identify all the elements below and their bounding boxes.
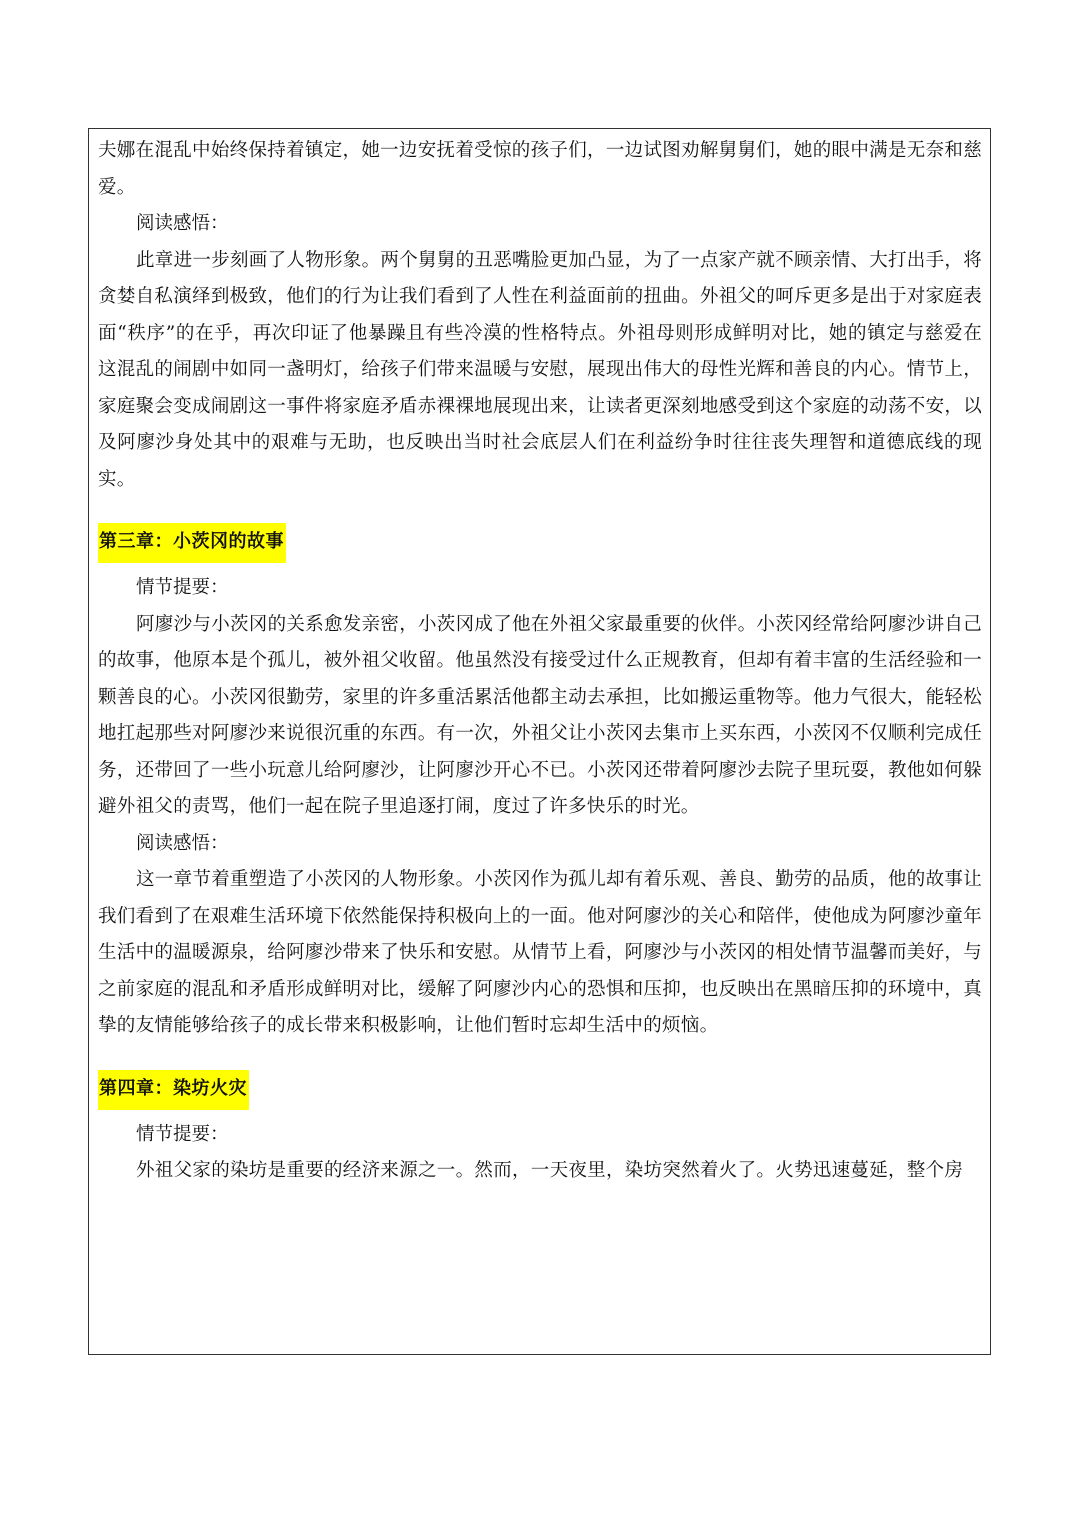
chapter-4-heading [98, 1045, 982, 1117]
content-frame [88, 128, 991, 1355]
ch3-reflection-paragraph: 这一章节着重塑造了小茨冈的人物形象。小茨冈作为孤儿却有着乐观、善良、勤劳的品质，他的故事让我们看到了在艰难生活环境下依然能保持积极向上的一面。他对阿廖沙的关心和陪伴，使他成为阿廖沙童年生活中的温暖源泉，给阿廖沙带来了快乐和安慰。从情节上看，阿廖沙与小茨冈的相处情节温馨而美好，与之前家庭的混乱和矛盾形成鲜明对比，缓解了阿廖沙内心的恐惧和压抑，也反映出在黑暗压抑的环境中，真挚的友情能够给孩子的成长带来积极影响，让他们暂时忘却生活中的烦恼。 [98, 869, 983, 1036]
ch2-reflection-label: 阅读感悟： [136, 213, 229, 234]
ch4-plot-paragraph: 外祖父家的染坊是重要的经济来源之一。然而，一天夜里，染坊突然着火了。火势迅速蔓延，整个房 [136, 1160, 964, 1181]
ch3-plot-label: 情节提要： [136, 577, 229, 598]
chapter-3-title: 第三章：小茨冈的故事 [98, 523, 286, 563]
chapter-4-title: 第四章：染坊火灾 [98, 1070, 249, 1110]
ch4-plot-label: 情节提要： [136, 1123, 229, 1145]
ch3-reflection-label: 阅读感悟： [136, 832, 229, 854]
ch2-reflection-paragraph: 此章进一步刻画了人物形象。两个舅舅的丑恶嘴脸更加凸显，为了一点家产就不顾亲情、大打出手，将贪婪自私演绎到极致，他们的行为让我们看到了人性在利益面前的扭曲。外祖父的呵斥更多是出于对家庭表面“秩序”的在乎，再次印证了他暴躁且有些冷漠的性格特点。外祖母则形成鲜明对比，她的镇定与慈爱在这混乱的闹剧中如同一盏明灯，给孩子们带来温暖与安慰，展现出伟大的母性光辉和善良的内心。情节上，家庭聚会变成闹剧这一事件将家庭矛盾赤裸裸地展现出来，让读者更深刻地感受到这个家庭的动荡不安，以及阿廖沙身处其中的艰难与无助，也反映出当时社会底层人们在利益纷争时往往丧失理智和道德底线的现实。 [98, 249, 983, 490]
ch3-plot-paragraph: 阿廖沙与小茨冈的关系愈发亲密，小茨冈成了他在外祖父家最重要的伙伴。小茨冈经常给阿廖沙讲自己的故事，他原本是个孤儿，被外祖父收留。他虽然没有接受过什么正规教育，但却有着丰富的生活经验和一颗善良的心。小茨冈很勤劳，家里的许多重活累活他都主动去承担，比如搬运重物等。他力气很大，能轻松地扛起那些对阿廖沙来说很沉重的东西。有一次，外祖父让小茨冈去集市上买东西，小茨冈不仅顺利完成任务，还带回了一些小玩意儿给阿廖沙，让阿廖沙开心不已。小茨冈还带着阿廖沙去院子里玩耍，教他如何躲避外祖父的责骂，他们一起在院子里追逐打闹，度过了许多快乐的时光。 [98, 613, 983, 817]
top-paragraph: 夫娜在混乱中始终保持着镇定，她一边安抚着受惊的孩子们，一边试图劝解舅舅们，她的眼中满是无奈和慈爱。 [98, 140, 982, 198]
chapter-3-heading [98, 498, 982, 570]
